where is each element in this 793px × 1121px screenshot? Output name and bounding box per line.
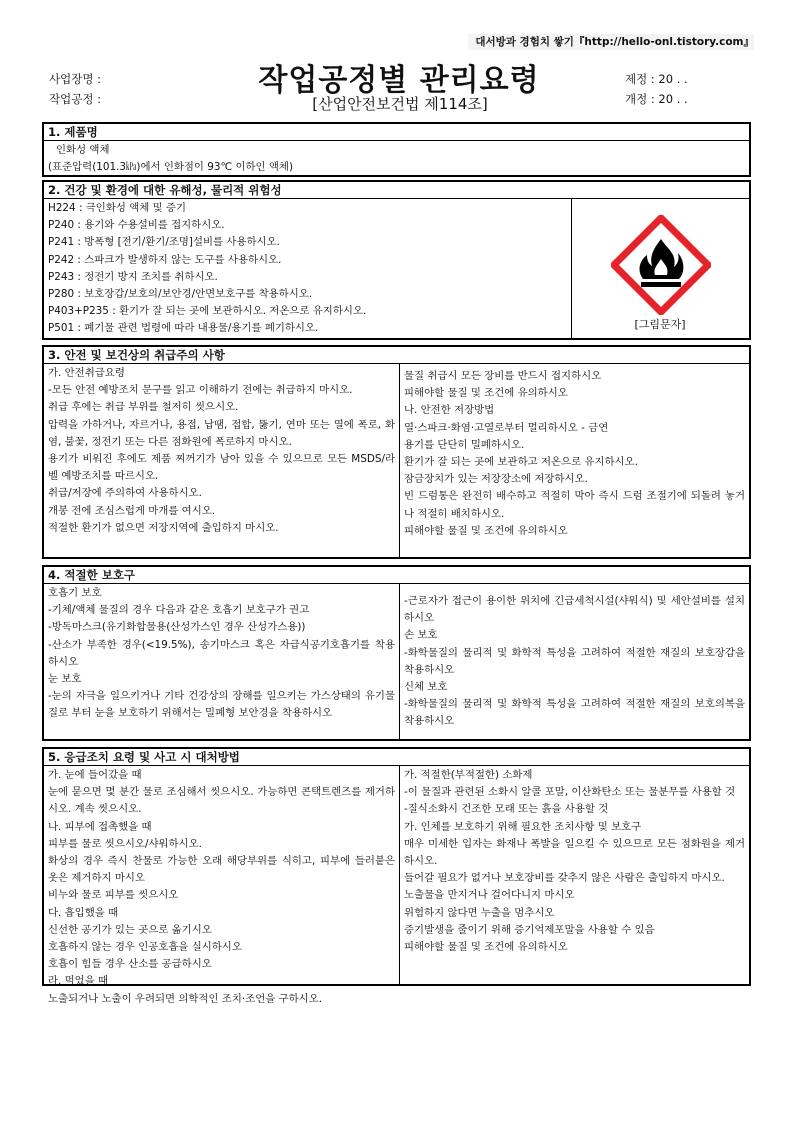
section-product-name xyxy=(42,122,751,177)
text-line: 피해야할 물질 및 조건에 유의하시오 xyxy=(404,941,568,954)
hazard-statements xyxy=(44,199,571,338)
text-line: 환기가 잘 되는 곳에 보관하고 저온으로 유지하시오. xyxy=(404,456,638,469)
text-line: -질식소화시 건조한 모래 또는 흙을 사용할 것 xyxy=(404,803,609,816)
text-line: 화상의 경우 즉시 찬물로 가능한 오래 해당부위를 식히고, 피부에 들러붙은 옷은 제거하지 마시오 xyxy=(48,855,395,885)
hazard-line: P241 : 방폭형 [전기/환기/조명]설비를 사용하시오. xyxy=(48,236,280,249)
section-title: 3. 안전 및 보건상의 취급주의 사항 xyxy=(44,347,749,364)
pictogram-box xyxy=(571,199,749,338)
text-line: 다. 흡입했을 때 xyxy=(48,906,119,919)
text-line: 용기를 단단히 밀폐하시오. xyxy=(404,438,525,451)
pictogram-caption: [그림문자] xyxy=(634,318,686,331)
storage-column xyxy=(400,364,749,557)
text-line: 잠금장치가 있는 저장장소에 저장하시오. xyxy=(404,473,588,486)
work-process-label: 작업공정 : xyxy=(49,92,101,106)
text-line: -방독마스크(유기화합물용(산성가스인 경우 산성가스용)) xyxy=(48,621,306,634)
text-line: 호흡기 보호 xyxy=(48,587,102,599)
text-line: 신체 보호 xyxy=(404,681,448,694)
revised-date-label: 개정 : 20 . . xyxy=(625,92,688,106)
section-title: 4. 적절한 보호구 xyxy=(44,567,749,584)
text-line: 손 보호 xyxy=(404,629,438,642)
text-line: 증기발생을 줄이기 위해 증기억제포말을 사용할 수 있음 xyxy=(404,923,655,936)
text-line: 물질 취급시 모든 장비를 반드시 접지하시오 xyxy=(404,370,602,382)
company-name-label: 사업장명 : xyxy=(49,72,101,86)
text-line: 나. 피부에 접촉했을 때 xyxy=(48,820,152,833)
text-line: -모든 안전 예방조치 문구를 읽고 이해하기 전에는 취급하지 마시오. xyxy=(48,384,353,397)
source-banner: 대서방과 경험치 쌓기『http://hello-onl.tistory.com』 xyxy=(468,34,754,50)
handling-column xyxy=(44,364,399,557)
product-name-line: (표준압력(101.3㎪)에서 인화점이 93℃ 이하인 액체) xyxy=(48,161,294,174)
text-line: -산소가 부족한 경우(<19.5%), 송기마스크 혹은 자급식공기호흡기를 착용하시오 xyxy=(48,638,395,668)
section-emergency-response xyxy=(42,747,751,1005)
text-line: 매우 미세한 입자는 화재나 폭발을 일으킬 수 있으므로 모든 점화원을 제거하시오. xyxy=(404,837,745,868)
text-line: 들어갈 필요가 없거나 보호장비를 갖추지 않은 사람은 출입하지 마시오. xyxy=(404,872,725,885)
text-line: 가. 안전취급요령 xyxy=(48,367,125,379)
text-line: 피해야할 물질 및 조건에 유의하시오 xyxy=(404,524,568,537)
text-line: -화학물질의 물리적 및 화학적 특성을 고려하여 적절한 재질의 보호장갑을 착용하시오 xyxy=(404,646,745,676)
section-title: 5. 응급조치 요령 및 사고 시 대처방법 xyxy=(44,749,749,766)
text-line: 적절한 환기가 없으면 저장지역에 출입하지 마시오. xyxy=(48,521,279,534)
text-line: 취급/저장에 주의하여 사용하시오. xyxy=(48,487,202,500)
text-line: 위험하지 않다면 누출을 멈추시오 xyxy=(404,906,555,919)
section-title: 1. 제품명 xyxy=(44,124,749,141)
hazard-line: H224 : 극인화성 액체 및 증기 xyxy=(48,202,186,214)
text-line: 눈 보호 xyxy=(48,673,82,686)
text-line: -기체/액체 물질의 경우 다음과 같은 호흡기 보호구가 권고 xyxy=(48,604,310,617)
text-line: 가. 인체를 보호하기 위해 필요한 조치사항 및 보호구 xyxy=(404,820,642,833)
text-line: 가. 눈에 들어갔을 때 xyxy=(48,769,142,781)
section-protective-equipment xyxy=(42,565,751,741)
text-line: 용기가 비워진 후에도 제품 찌꺼기가 남아 있을 수 있으므로 모든 MSDS/라벨 예방조치를 따르시오. xyxy=(48,453,395,483)
text-line: 호흡하지 않는 경우 인공호흡을 실시하시오 xyxy=(48,941,242,954)
section-title: 2. 건강 및 환경에 대한 유해성, 물리적 위험성 xyxy=(44,182,749,199)
section-handling-storage xyxy=(42,345,751,559)
text-line: 라. 먹었을 때 xyxy=(48,975,109,988)
text-line: 신선한 공기가 있는 곳으로 옮기시오 xyxy=(48,923,212,936)
text-line: 피부를 물로 씻으시오/샤워하시오. xyxy=(48,837,202,850)
text-line: 개봉 전에 조심스럽게 마개를 여시오. xyxy=(48,504,216,517)
text-line: 가. 적절한(부적절한) 소화제 xyxy=(404,769,533,781)
section-hazards xyxy=(42,180,751,340)
respiratory-eye-column xyxy=(44,584,399,739)
hazard-line: P403+P235 : 환기가 잘 되는 곳에 보관하시오. 저온으로 유지하시오. xyxy=(48,305,367,318)
flame-pictogram-icon xyxy=(611,215,711,315)
text-line: 압력을 가하거나, 자르거나, 용접, 납땜, 접합, 뚫기, 연마 또는 열에 폭로, 화염, 불꽃, 정전기 또는 다른 점화원에 폭로하지 마시오. xyxy=(48,418,395,448)
first-aid-column xyxy=(44,766,399,1005)
text-line: 노출되거나 노출이 우려되면 의학적인 조치·조언을 구하시오. xyxy=(48,992,323,1005)
text-line: 피해야할 물질 및 조건에 유의하시오 xyxy=(404,387,568,400)
hazard-line: P242 : 스파크가 발생하지 않는 도구를 사용하시오. xyxy=(48,253,282,266)
text-line: 빈 드럼통은 완전히 배수하고 적절히 막아 즉시 드럼 조절기에 되돌려 놓거나 적절히 배치하시오. xyxy=(404,490,745,520)
text-line: 취급 후에는 취급 부위를 철저히 씻으시오. xyxy=(48,401,239,414)
text-line: -근로자가 접근이 용이한 위치에 긴급세척시설(샤워식) 및 세안설비를 설치하시오 xyxy=(404,595,745,625)
page-subtitle: [산업안전보건법 제114조] xyxy=(312,95,488,113)
text-line: -이 물질과 관련된 소화시 알콜 포말, 이산화탄소 또는 물분무를 사용할 것 xyxy=(404,786,736,799)
text-line: 열·스파크·화염·고열로부터 멀리하시오 - 금연 xyxy=(404,421,609,434)
text-line: 나. 안전한 저장방법 xyxy=(404,404,495,417)
hazard-line: P240 : 용기와 수용설비를 접지하시오. xyxy=(48,219,225,232)
text-line: 눈에 묻으면 몇 분간 물로 조심해서 씻으시오. 가능하면 콘택트렌즈를 제거하시오. 계속 씻으시오. xyxy=(48,786,395,816)
hazard-line: P501 : 폐기물 관련 법령에 따라 내용물/용기를 폐기하시오. xyxy=(48,322,319,335)
text-line: 비누와 물로 피부를 씻으시오 xyxy=(48,889,179,902)
hazard-line: P243 : 정전기 방지 조치를 취하시오. xyxy=(48,270,218,283)
firefighting-column xyxy=(400,766,749,984)
text-line: -화학물질의 물리적 및 화학적 특성을 고려하여 적절한 재질의 보호의복을 착용하시오 xyxy=(404,698,745,728)
text-line: 호흡이 힘들 경우 산소를 공급하시오 xyxy=(48,958,212,971)
enacted-date-label: 제정 : 20 . . xyxy=(625,72,688,86)
product-name-line: 인화성 액체 xyxy=(56,144,110,156)
text-line: -눈의 자극을 일으키거나 기타 건강상의 장해를 일으키는 가스상태의 유기물질로 부터 눈을 보호하기 위해서는 밀폐형 보안경을 착용하시오 xyxy=(48,690,395,720)
hazard-line: P280 : 보호장갑/보호의/보안경/안면보호구를 착용하시오. xyxy=(48,288,313,301)
hand-body-column xyxy=(400,584,749,739)
text-line: 노출물을 만지거나 걸어다니지 마시오 xyxy=(404,889,575,902)
page-title: 작업공정별 관리요령 xyxy=(258,63,540,98)
